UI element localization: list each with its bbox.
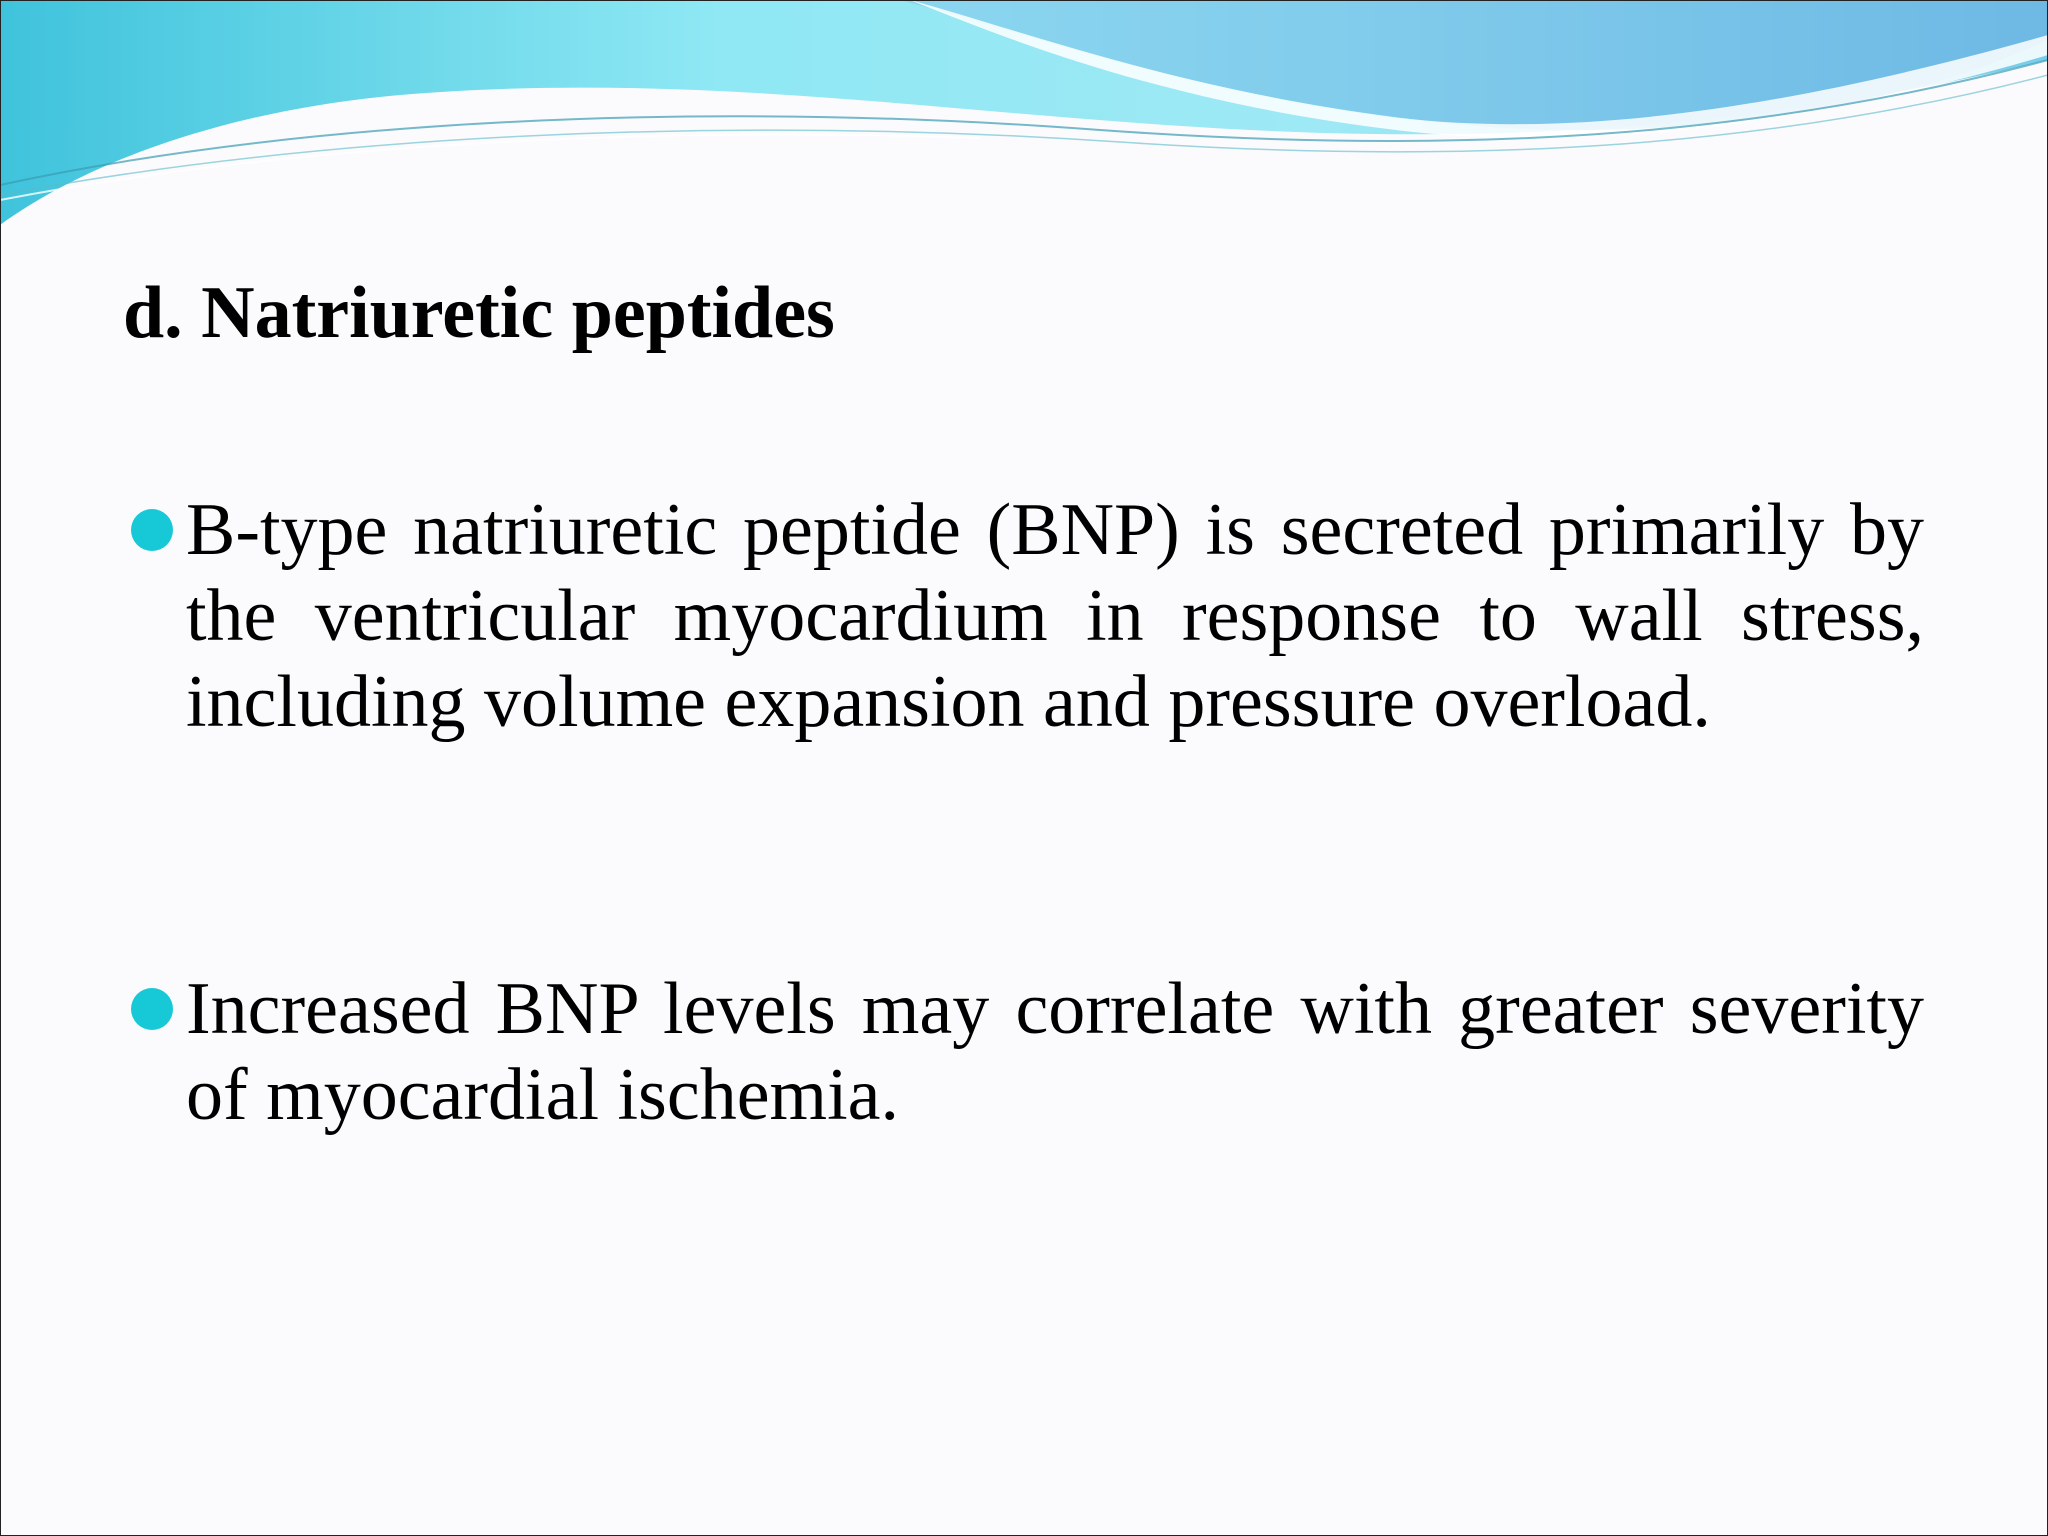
bullet-item-bnp-secretion bbox=[186, 487, 1924, 745]
bullet-dot-icon bbox=[131, 988, 173, 1030]
slide-title: d. Natriuretic peptides bbox=[123, 272, 835, 354]
bullet-text: B-type natriuretic peptide (BNP) is secreted primarily by the ventricular myocardium in response to wall stress, including volume expansion and pressure overload. bbox=[186, 489, 1924, 743]
decorative-wave-banner bbox=[0, 0, 2048, 240]
bullet-item-bnp-ischemia bbox=[186, 966, 1924, 1138]
bullet-text: Increased BNP levels may correlate with greater severity of myocardial ischemia. bbox=[186, 968, 1924, 1136]
bullet-dot-icon bbox=[131, 509, 173, 551]
